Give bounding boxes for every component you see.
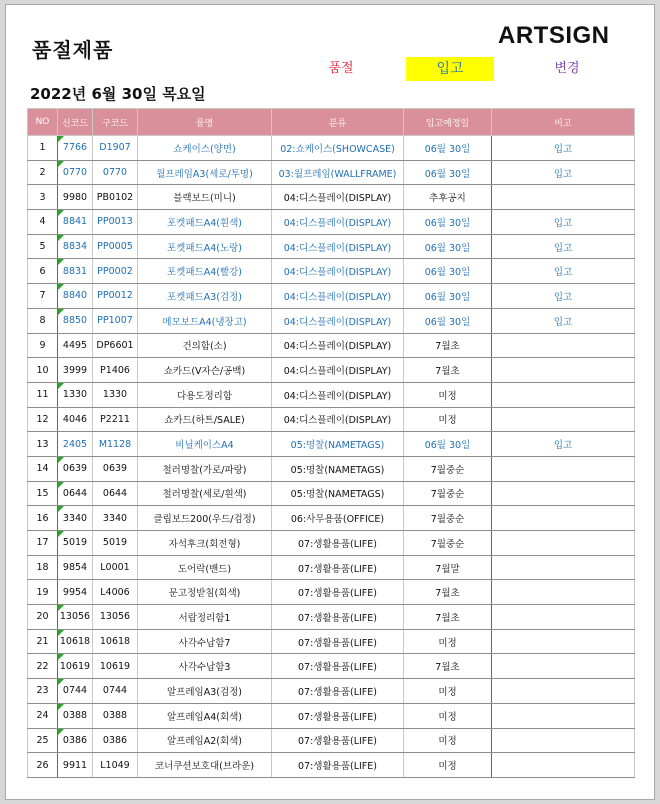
product-name-cell[interactable]: 건의함(소) [138, 333, 272, 358]
old-code-cell[interactable]: 10619 [93, 654, 138, 679]
note-cell[interactable]: 입고 [492, 136, 635, 161]
category-cell[interactable]: 04:디스플레이(DISPLAY) [272, 185, 404, 210]
product-name-cell[interactable]: 클립보드200(우드/검정) [138, 506, 272, 531]
table-row [28, 654, 635, 679]
table-row [28, 136, 635, 161]
row-number[interactable]: 24 [28, 703, 58, 728]
page-title: 품절제품 [32, 38, 114, 62]
category-cell[interactable]: 04:디스플레이(DISPLAY) [272, 234, 404, 259]
new-code-cell[interactable]: 4046 [58, 407, 93, 432]
old-code-cell[interactable]: PB0102 [93, 185, 138, 210]
table-row [28, 506, 635, 531]
note-cell[interactable] [492, 185, 635, 210]
old-code-cell[interactable]: 3340 [93, 506, 138, 531]
old-code-cell[interactable]: 0386 [93, 728, 138, 753]
product-name-cell[interactable]: 비닐케이스A4 [138, 432, 272, 457]
category-cell[interactable]: 04:디스플레이(DISPLAY) [272, 358, 404, 383]
new-code-cell[interactable]: 0386 [58, 728, 93, 753]
old-code-cell[interactable]: PP0005 [93, 234, 138, 259]
note-cell[interactable] [492, 358, 635, 383]
legend-out-of-stock: 품절 [328, 61, 354, 76]
category-cell[interactable]: 04:디스플레이(DISPLAY) [272, 284, 404, 309]
new-code-cell[interactable]: 8831 [58, 259, 93, 284]
row-number[interactable]: 14 [28, 456, 58, 481]
table-row [28, 481, 635, 506]
row-number[interactable]: 23 [28, 679, 58, 704]
new-code-cell[interactable]: 13056 [58, 605, 93, 630]
row-number[interactable]: 10 [28, 358, 58, 383]
table-row [28, 703, 635, 728]
legend-restocked: 입고 [406, 57, 494, 81]
row-number[interactable]: 1 [28, 136, 58, 161]
row-number[interactable]: 5 [28, 234, 58, 259]
product-name-cell[interactable]: 포켓패드A4(흰색) [138, 210, 272, 235]
new-code-cell[interactable]: 0639 [58, 456, 93, 481]
table-row [28, 531, 635, 556]
row-number[interactable]: 7 [28, 284, 58, 309]
row-number[interactable]: 9 [28, 333, 58, 358]
product-name-cell[interactable]: 알프레임A2(회색) [138, 728, 272, 753]
eta-cell[interactable]: 7월초 [404, 580, 492, 605]
eta-cell[interactable]: 7월초 [404, 358, 492, 383]
note-cell[interactable] [492, 703, 635, 728]
category-cell[interactable]: 03:월프레임(WALLFRAME) [272, 160, 404, 185]
category-cell[interactable]: 06:사무용품(OFFICE) [272, 506, 404, 531]
note-cell[interactable] [492, 382, 635, 407]
note-cell[interactable] [492, 456, 635, 481]
new-code-cell[interactable]: 3340 [58, 506, 93, 531]
row-number[interactable]: 11 [28, 382, 58, 407]
category-cell[interactable]: 04:디스플레이(DISPLAY) [272, 210, 404, 235]
category-cell[interactable]: 02:쇼케이스(SHOWCASE) [272, 136, 404, 161]
new-code-cell[interactable]: 0388 [58, 703, 93, 728]
out-of-stock-table [27, 108, 635, 778]
eta-cell[interactable]: 미정 [404, 753, 492, 778]
old-code-cell[interactable]: DP6601 [93, 333, 138, 358]
eta-cell[interactable]: 미정 [404, 407, 492, 432]
category-cell[interactable]: 04:디스플레이(DISPLAY) [272, 333, 404, 358]
table-header-row [28, 109, 635, 136]
new-code-cell[interactable]: 1330 [58, 382, 93, 407]
eta-cell[interactable]: 미정 [404, 679, 492, 704]
note-cell[interactable]: 입고 [492, 234, 635, 259]
category-cell[interactable]: 07:생활용품(LIFE) [272, 531, 404, 556]
note-cell[interactable] [492, 555, 635, 580]
product-name-cell[interactable]: 철러명찰(세로/흰색) [138, 481, 272, 506]
eta-cell[interactable]: 06월 30일 [404, 284, 492, 309]
table-row [28, 358, 635, 383]
eta-cell[interactable]: 미정 [404, 703, 492, 728]
table-row [28, 382, 635, 407]
old-code-cell[interactable]: P1406 [93, 358, 138, 383]
eta-cell[interactable]: 06월 30일 [404, 308, 492, 333]
brand-logo-text: ARTSIGN [498, 22, 610, 49]
product-name-cell[interactable]: 쇼카드(V자슨/공백) [138, 358, 272, 383]
row-number[interactable]: 17 [28, 531, 58, 556]
eta-cell[interactable]: 미정 [404, 382, 492, 407]
new-code-cell[interactable]: 0644 [58, 481, 93, 506]
note-cell[interactable] [492, 580, 635, 605]
eta-cell[interactable]: 7월중순 [404, 456, 492, 481]
row-number[interactable]: 4 [28, 210, 58, 235]
note-cell[interactable]: 입고 [492, 210, 635, 235]
eta-cell[interactable]: 추후공지 [404, 185, 492, 210]
new-code-cell[interactable]: 4495 [58, 333, 93, 358]
row-number[interactable]: 13 [28, 432, 58, 457]
row-number[interactable]: 12 [28, 407, 58, 432]
report-date: 2022년 6월 30일 목요일 [30, 85, 206, 103]
eta-cell[interactable]: 06월 30일 [404, 136, 492, 161]
new-code-cell[interactable]: 9980 [58, 185, 93, 210]
table-row [28, 333, 635, 358]
row-number[interactable]: 19 [28, 580, 58, 605]
product-name-cell[interactable]: 알프레임A4(회색) [138, 703, 272, 728]
row-number[interactable]: 15 [28, 481, 58, 506]
table-row [28, 160, 635, 185]
note-cell[interactable] [492, 506, 635, 531]
table-row [28, 753, 635, 778]
table-row [28, 210, 635, 235]
column-header-product-name[interactable]: 품명 [138, 109, 272, 136]
old-code-cell[interactable]: 1330 [93, 382, 138, 407]
category-cell[interactable]: 07:생활용품(LIFE) [272, 703, 404, 728]
old-code-cell[interactable]: 0744 [93, 679, 138, 704]
old-code-cell[interactable]: 5019 [93, 531, 138, 556]
category-cell[interactable]: 07:생활용품(LIFE) [272, 753, 404, 778]
spreadsheet-page [5, 4, 655, 800]
old-code-cell[interactable]: D1907 [93, 136, 138, 161]
old-code-cell[interactable]: 0770 [93, 160, 138, 185]
product-name-cell[interactable]: 쇼케이스(양면) [138, 136, 272, 161]
category-cell[interactable]: 07:생활용품(LIFE) [272, 728, 404, 753]
product-name-cell[interactable]: 메모보드A4(냉장고) [138, 308, 272, 333]
row-number[interactable]: 6 [28, 259, 58, 284]
product-name-cell[interactable]: 자석후크(회전형) [138, 531, 272, 556]
new-code-cell[interactable]: 2405 [58, 432, 93, 457]
note-cell[interactable] [492, 531, 635, 556]
category-cell[interactable]: 07:생활용품(LIFE) [272, 629, 404, 654]
old-code-cell[interactable]: 10618 [93, 629, 138, 654]
table-row [28, 407, 635, 432]
eta-cell[interactable]: 7월중순 [404, 531, 492, 556]
product-name-cell[interactable]: 블랙보드(미니) [138, 185, 272, 210]
old-code-cell[interactable]: 0639 [93, 456, 138, 481]
row-number[interactable]: 22 [28, 654, 58, 679]
old-code-cell[interactable]: 0644 [93, 481, 138, 506]
new-code-cell[interactable]: 0770 [58, 160, 93, 185]
product-name-cell[interactable]: 서랍정리함1 [138, 605, 272, 630]
note-cell[interactable] [492, 753, 635, 778]
old-code-cell[interactable]: PP0013 [93, 210, 138, 235]
old-code-cell[interactable]: PP1007 [93, 308, 138, 333]
product-name-cell[interactable]: 도어락(밴드) [138, 555, 272, 580]
table-row [28, 555, 635, 580]
new-code-cell[interactable]: 8840 [58, 284, 93, 309]
note-cell[interactable] [492, 629, 635, 654]
new-code-cell[interactable]: 0744 [58, 679, 93, 704]
category-cell[interactable]: 07:생활용품(LIFE) [272, 555, 404, 580]
note-cell[interactable] [492, 654, 635, 679]
table-row [28, 432, 635, 457]
table-row [28, 234, 635, 259]
column-header-note[interactable]: 비고 [492, 109, 635, 136]
table-row [28, 728, 635, 753]
column-header-no[interactable]: NO [28, 109, 58, 136]
eta-cell[interactable]: 7월초 [404, 333, 492, 358]
new-code-cell[interactable]: 8841 [58, 210, 93, 235]
new-code-cell[interactable]: 9854 [58, 555, 93, 580]
row-number[interactable]: 21 [28, 629, 58, 654]
old-code-cell[interactable]: PP0012 [93, 284, 138, 309]
new-code-cell[interactable]: 9911 [58, 753, 93, 778]
product-name-cell[interactable]: 사각수납함3 [138, 654, 272, 679]
category-cell[interactable]: 04:디스플레이(DISPLAY) [272, 308, 404, 333]
row-number[interactable]: 25 [28, 728, 58, 753]
eta-cell[interactable]: 06월 30일 [404, 160, 492, 185]
table-row [28, 679, 635, 704]
new-code-cell[interactable]: 9954 [58, 580, 93, 605]
category-cell[interactable]: 04:디스플레이(DISPLAY) [272, 407, 404, 432]
old-code-cell[interactable]: L0001 [93, 555, 138, 580]
old-code-cell[interactable]: L4006 [93, 580, 138, 605]
new-code-cell[interactable]: 10618 [58, 629, 93, 654]
old-code-cell[interactable]: P2211 [93, 407, 138, 432]
old-code-cell[interactable]: 0388 [93, 703, 138, 728]
column-header-old-code[interactable]: 구코드 [93, 109, 138, 136]
product-name-cell[interactable]: 포켓패드A3(검정) [138, 284, 272, 309]
table-row [28, 629, 635, 654]
table-row [28, 259, 635, 284]
eta-cell[interactable]: 7월중순 [404, 506, 492, 531]
note-cell[interactable]: 입고 [492, 308, 635, 333]
new-code-cell[interactable]: 3999 [58, 358, 93, 383]
old-code-cell[interactable]: M1128 [93, 432, 138, 457]
old-code-cell[interactable]: L1049 [93, 753, 138, 778]
new-code-cell[interactable]: 8850 [58, 308, 93, 333]
eta-cell[interactable]: 06월 30일 [404, 234, 492, 259]
column-header-category[interactable]: 분류 [272, 109, 404, 136]
eta-cell[interactable]: 7월초 [404, 605, 492, 630]
column-header-new-code[interactable]: 신코드 [58, 109, 93, 136]
new-code-cell[interactable]: 10619 [58, 654, 93, 679]
eta-cell[interactable]: 7월중순 [404, 481, 492, 506]
table-row [28, 308, 635, 333]
product-name-cell[interactable]: 문고정받침(회색) [138, 580, 272, 605]
category-cell[interactable]: 04:디스플레이(DISPLAY) [272, 382, 404, 407]
note-cell[interactable] [492, 407, 635, 432]
eta-cell[interactable]: 미정 [404, 728, 492, 753]
new-code-cell[interactable]: 7766 [58, 136, 93, 161]
note-cell[interactable]: 입고 [492, 432, 635, 457]
category-cell[interactable]: 04:디스플레이(DISPLAY) [272, 259, 404, 284]
eta-cell[interactable]: 06월 30일 [404, 432, 492, 457]
new-code-cell[interactable]: 8834 [58, 234, 93, 259]
eta-cell[interactable]: 7월초 [404, 654, 492, 679]
note-cell[interactable] [492, 481, 635, 506]
category-cell[interactable]: 05:명찰(NAMETAGS) [272, 481, 404, 506]
row-number[interactable]: 16 [28, 506, 58, 531]
table-row [28, 284, 635, 309]
eta-cell[interactable]: 7월말 [404, 555, 492, 580]
eta-cell[interactable]: 미정 [404, 629, 492, 654]
legend-changed: 변경 [554, 61, 580, 76]
table-row [28, 185, 635, 210]
category-cell[interactable]: 07:생활용품(LIFE) [272, 580, 404, 605]
category-cell[interactable]: 07:생활용품(LIFE) [272, 679, 404, 704]
row-number[interactable]: 26 [28, 753, 58, 778]
product-name-cell[interactable]: 쇼카드(하트/SALE) [138, 407, 272, 432]
row-number[interactable]: 18 [28, 555, 58, 580]
product-name-cell[interactable]: 알프레임A3(검정) [138, 679, 272, 704]
note-cell[interactable] [492, 728, 635, 753]
column-header-eta[interactable]: 입고예정일 [404, 109, 492, 136]
eta-cell[interactable]: 06월 30일 [404, 210, 492, 235]
row-number[interactable]: 8 [28, 308, 58, 333]
category-cell[interactable]: 07:생활용품(LIFE) [272, 605, 404, 630]
product-name-cell[interactable]: 철러명찰(가로/파랑) [138, 456, 272, 481]
note-cell[interactable] [492, 333, 635, 358]
note-cell[interactable] [492, 679, 635, 704]
product-name-cell[interactable]: 다용도정리함 [138, 382, 272, 407]
new-code-cell[interactable]: 5019 [58, 531, 93, 556]
note-cell[interactable] [492, 605, 635, 630]
product-name-cell[interactable]: 포켓패드A4(노랑) [138, 234, 272, 259]
note-cell[interactable]: 입고 [492, 259, 635, 284]
table-row [28, 456, 635, 481]
row-number[interactable]: 2 [28, 160, 58, 185]
product-name-cell[interactable]: 사각수납함7 [138, 629, 272, 654]
category-cell[interactable]: 07:생활용품(LIFE) [272, 654, 404, 679]
note-cell[interactable]: 입고 [492, 160, 635, 185]
table-row [28, 580, 635, 605]
note-cell[interactable]: 입고 [492, 284, 635, 309]
old-code-cell[interactable]: PP0002 [93, 259, 138, 284]
row-number[interactable]: 20 [28, 605, 58, 630]
product-name-cell[interactable]: 월프레임A3(세로/투명) [138, 160, 272, 185]
row-number[interactable]: 3 [28, 185, 58, 210]
product-name-cell[interactable]: 코너쿠션보호대(브라운) [138, 753, 272, 778]
category-cell[interactable]: 05:명찰(NAMETAGS) [272, 456, 404, 481]
table-row [28, 605, 635, 630]
old-code-cell[interactable]: 13056 [93, 605, 138, 630]
eta-cell[interactable]: 06월 30일 [404, 259, 492, 284]
product-name-cell[interactable]: 포켓패드A4(빨강) [138, 259, 272, 284]
category-cell[interactable]: 05:명찰(NAMETAGS) [272, 432, 404, 457]
